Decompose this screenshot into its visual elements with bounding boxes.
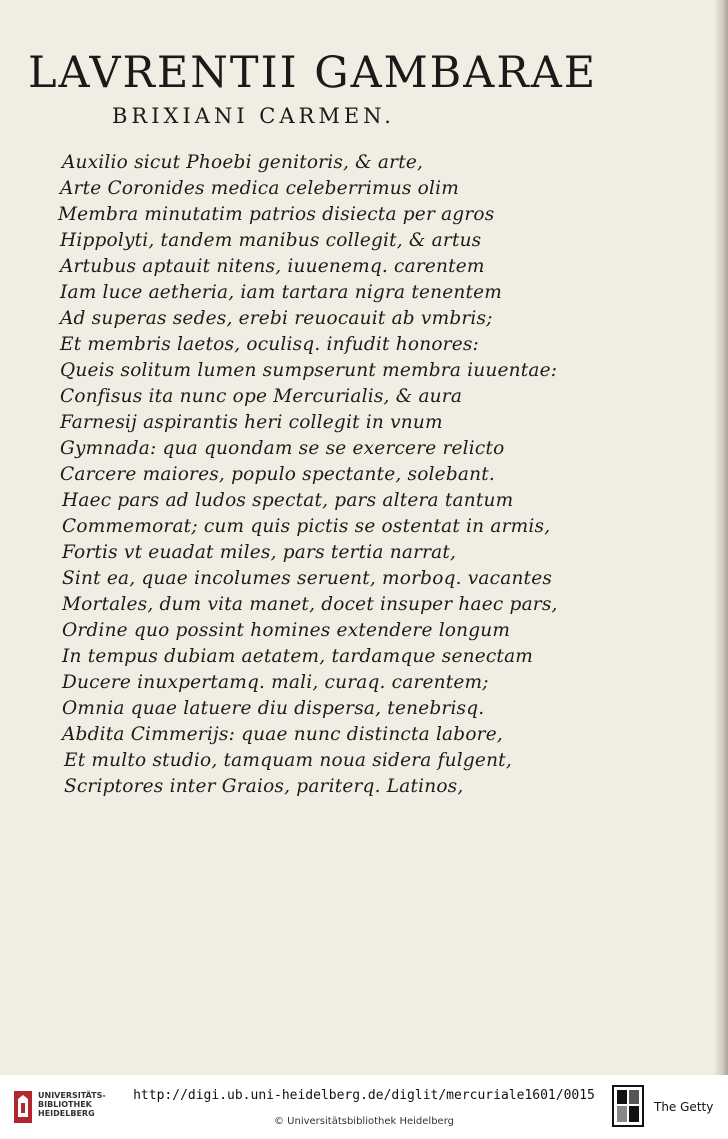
getty-name: The Getty [654, 1100, 714, 1114]
poem-line: Gymnada: qua quondam se se exercere relicto [60, 438, 505, 459]
poem-line: Ad superas sedes, erebi reuocauit ab vmbris; [60, 308, 493, 329]
poem-line: Arte Coronides medica celeberrimus olim [60, 178, 459, 199]
page-spine-shadow [714, 0, 728, 1075]
getty-logo-icon [612, 1085, 644, 1127]
page-title: LAVRENTII GAMBARAE [28, 48, 598, 98]
poem-line: Queis solitum lumen sumpserunt membra iuuentae: [60, 360, 558, 381]
poem-line: Abdita Cimmerijs: quae nunc distincta labore, [62, 724, 503, 745]
poem-line: Et membris laetos, oculisq. infudit honores: [60, 334, 479, 355]
poem-line: Membra minutatim patrios disiecta per agros [58, 204, 495, 225]
viewer-footer [0, 1075, 728, 1139]
poem-line: Haec pars ad ludos spectat, pars altera tantum [62, 490, 514, 511]
poem-line: Omnia quae latuere diu dispersa, tenebrisq. [62, 698, 485, 719]
poem-line: Hippolyti, tandem manibus collegit, & artus [60, 230, 482, 251]
poem-line: Artubus aptauit nitens, iuuenemq. carentem [60, 256, 485, 277]
poem-line: Sint ea, quae incolumes seruent, morboq. vacantes [62, 568, 553, 589]
university-library-name: UNIVERSITÄTS- BIBLIOTHEK HEIDELBERG [38, 1091, 106, 1118]
poem-line: Et multo studio, tamquam noua sidera fulgent, [64, 750, 512, 771]
poem-line: Fortis vt euadat miles, pars tertia narrat, [62, 542, 457, 563]
poem-line: Scriptores inter Graios, pariterq. Latinos, [64, 776, 464, 797]
copyright-text: © Universitätsbibliothek Heidelberg [273, 1116, 454, 1127]
poem-line: Iam luce aetheria, iam tartara nigra tenentem [60, 282, 503, 303]
poem-line: Ducere inuxpertamq. mali, curaq. carentem; [62, 672, 489, 693]
poem-line: Commemorat; cum quis pictis se ostentat in armis, [62, 516, 551, 537]
page-url-link[interactable]: http://digi.ub.uni-heidelberg.de/diglit/mercuriale1601/0015 [133, 1088, 595, 1103]
poem-line: Ordine quo possint homines extendere longum [62, 620, 511, 641]
poem-line: Farnesij aspirantis heri collegit in vnum [60, 412, 443, 433]
poem-line: Confisus ita nunc ope Mercurialis, & aura [60, 386, 463, 407]
poem-line: Carcere maiores, populo spectante, solebant. [60, 464, 495, 485]
poem-line: In tempus dubiam aetatem, tardamque senectam [62, 646, 534, 667]
poem-line: Auxilio sicut Phoebi genitoris, & arte, [62, 152, 424, 173]
poem-line: Mortales, dum vita manet, docet insuper haec pars, [62, 594, 558, 615]
page-subtitle: BRIXIANI CARMEN. [112, 104, 395, 128]
